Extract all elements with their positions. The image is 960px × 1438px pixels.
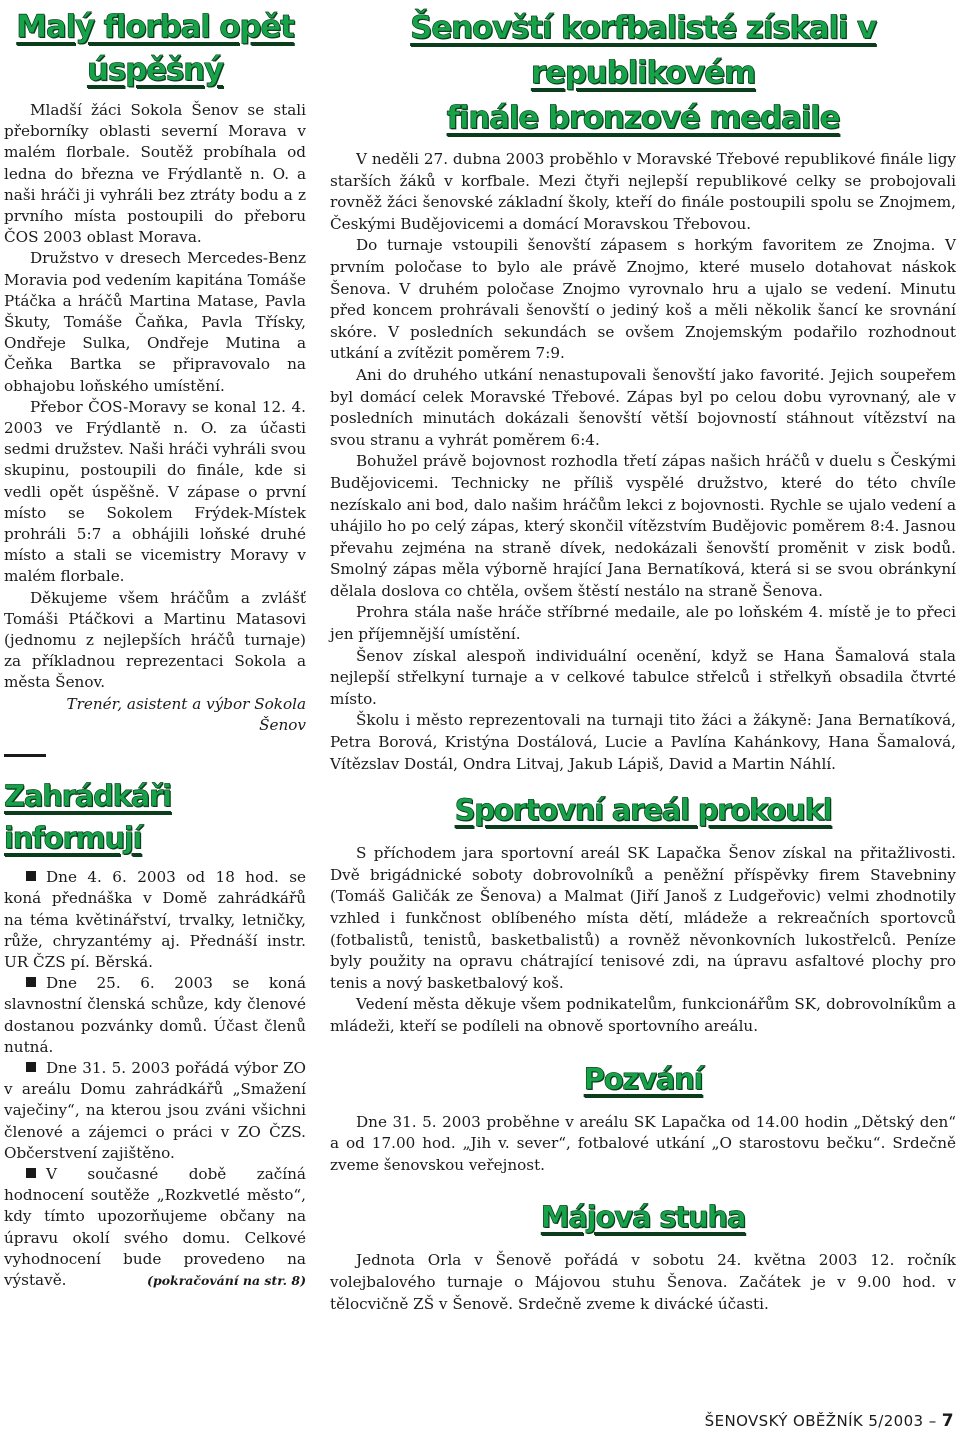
publication-name: ŠENOVSKÝ OBĚŽNÍK 5/2003 [704, 1412, 924, 1430]
florbal-paragraph: Mladší žáci Sokola Šenov se stali přeborníky oblasti severní Morava v malém florbale. Soutěž probíhala od ledna do března ve Frýdlantě n. O. a naši hráči ji vyhráli bez ztráty bodu a z prvního místa postoupili do přeboru ČOS 2003 oblast Morava. [4, 101, 306, 247]
news-item-text: Dne 31. 5. 2003 pořádá výbor ZO v areálu Domu zahrádkářů „Smažení vaječiny“, na kterou jsou zváni všichni členové a zájemci o práci v ZO ČZS. Občerstvení zajištěno. [4, 1058, 306, 1162]
korfbal-paragraph: Prohra stála naše hráče stříbrné medaile, ale po loňském 4. místě je to přeci jen příjemnější umístění. [330, 603, 956, 644]
korfbal-headline-line-1: Šenovští korfbalisté získali v republikovém [410, 10, 876, 91]
news-item [4, 973, 306, 1058]
news-item-text: Dne 25. 6. 2003 se koná slavnostní členská schůze, kdy členové dostanou pozvánky domů. Účast členů nutná. [4, 974, 306, 1056]
areal-paragraph: S příchodem jara sportovní areál SK Lapačka Šenov získal na přitažlivosti. Dvě brigádnické soboty dobrovolníků a peněžní příspěvky firem Stavebniny (Tomáš Galičák ze Šenova) a Malmat (Jiří Janoš z Ludgeřovic) velmi zhodnotily vzhled i funkčnost oblíbeného místa dětí, mládeže a rekreačních sportovců (fotbalistů, tenistů, basketbalistů) a rovněž něvonkovních lukostřelců. Peníze byly použity na opravu chátrající tenisové zdi, na úpravu asfaltové plochy pro tenis a nový basketbalový koš. [330, 844, 956, 992]
page-number: 7 [941, 1411, 954, 1431]
areal-headline [330, 789, 956, 831]
majova-headline-text: Májová stuha [540, 1200, 746, 1235]
news-item-text: Dne 4. 6. 2003 od 18 hod. se koná přednáška v Domě zahrádkářů na téma květinářství, trvalky, letničky, růže, chryzantémy aj. Přednáší instr. UR ČZS pí. Běrská. [4, 868, 306, 971]
korfbal-paragraph: Do turnaje vstoupili šenovští zápasem s horkým favoritem ze Znojma. V prvním poločase to bylo ale právě Znojmo, které muselo dotahovat náskok Šenova. V druhém poločase Znojmo vyrovnalo hru a ujalo se vedení. Minutu před koncem prohrávali šenovští o jediný koš a měli několik šancí ke srovnání skóre. V posledních sekundách se ovšem Znojemským podařilo rozhodnout utkání a zvítězit poměrem 7:9. [330, 236, 956, 363]
florbal-paragraph: Družstvo v dresech Mercedes-Benz Moravia pod vedením kapitána Tomáše Ptáčka a hráčů Martina Matase, Pavla Škuty, Tomáše Čaňka, Pavla Třísky, Ondřeje Sulka, Ondřeje Mutina a Čeňka Bartka se připravovalo na obhajobu loňského umístění. [4, 249, 306, 395]
section-divider [4, 754, 46, 757]
korfbal-headline-line-2: finále bronzové medaile [446, 100, 840, 136]
pozvani-headline-text: Pozvání [583, 1061, 703, 1096]
signature [4, 694, 306, 736]
florbal-headline-line-1: Malý florbal opět [16, 9, 294, 45]
left-column [4, 6, 306, 1288]
korfbal-paragraph: V neděli 27. dubna 2003 proběhlo v Moravské Třebové republikové finále ligy starších žáků v korfbale. Mezi čtyři nejlepší republikové celky se probojovali rovněž žáci šenovské základní školy, kteří do finále postoupili spolu se Znojmem, Českými Budějovicemi a domácí Moravskou Třebovou. [330, 150, 956, 233]
majova-paragraph: Jednota Orla v Šenově pořádá v sobotu 24. května 2003 12. ročník volejbalového turnaje o Májovou stuhu Šenova. Začátek je v 9.00 hod. v tělocvičně ZŠ v Šenově. Srdečně zveme k divácké účasti. [330, 1251, 956, 1313]
florbal-headline [4, 6, 306, 92]
news-item [4, 1164, 306, 1291]
zahradkari-headline [4, 775, 306, 859]
korfbal-paragraph: Šenov získal alespoň individuální ocenění, když se Hana Šamalová stala nejlepší střelkyní turnaje a v celkové tabulce střelců i střelkyň obsadila čtvrté místo. [330, 646, 956, 708]
korfbal-headline [330, 6, 956, 141]
signature-line-2: Šenov [259, 715, 306, 734]
signature-line-1: Trenér, asistent a výbor Sokola [66, 694, 306, 713]
majova-headline [330, 1196, 956, 1238]
zahradkari-headline-text: Zahrádkáři informují [4, 779, 171, 856]
news-item-text: V současné době začíná hodnocení soutěže „Rozkvetlé město“, kdy tímto upozorňujeme občany na úpravu okolí svého domu. Celkové vyhodnocení bude provedeno na výstavě. [4, 1164, 306, 1289]
news-item [4, 867, 306, 973]
right-column [330, 6, 956, 1315]
korfbal-paragraph: Bohužel právě bojovnost rozhodla třetí zápas našich hráčů v duelu s Českými Budějovicemi. Technicky ne příliš vyspělé družstvo, které do této chvíle nezískalo ani bod, dalo našim hráčům lekci z bojovnosti. Rychle se ujalo vedení a uhájilo ho po celý zápas, který skončil vítězstvím Budějovic poměrem 8:4. Jasnou převahu zejména na straně dívek, nedokázali šenovští proměnit v zisk bodů. Smolný zápas měla výborně hrající Jana Bernatíková, která si se svou obránkyní dělala doslova co chtěla, ovšem štěstí nestálo na straně Šenova. [330, 452, 956, 600]
florbal-headline-line-2: úspěšný [86, 52, 224, 88]
florbal-paragraph: Přebor ČOS-Moravy se konal 12. 4. 2003 ve Frýdlantě n. O. za účasti sedmi družstev. Naši hráči vyhráli svou skupinu, postoupili do finále, kde si vedli opět úspěšně. V zápase o první místo se Sokolem Frýdek-Místek prohráli 5:7 a obhájili loňské druhé místo a stali se vicemistry Moravy v malém florbale. [4, 397, 306, 586]
korfbal-paragraph: Ani do druhého utkání nenastupovali šenovští jako favorité. Jejich soupeřem byl domácí celek Moravské Třebové. Zápas byl po celou dobu vyrovnaný, ale v posledních minutách dokázali šenovští větší bojovností stáhnout vítězství na svou stranu a vyhrát poměrem 6:4. [330, 365, 956, 449]
square-bullet-icon [26, 1062, 36, 1072]
areal-headline-text: Sportovní areál prokoukl [454, 793, 832, 828]
footer-dash: – [928, 1412, 937, 1430]
areal-paragraph: Vedení města děkuje všem podnikatelům, funkcionářům SK, dobrovolníkům a mládeži, kteří se podíleli na obnově sportovního areálu. [330, 995, 956, 1035]
pozvani-headline [330, 1058, 956, 1100]
korfbal-paragraph: Školu i město reprezentovali na turnaji tito žáci a žákyně: Jana Bernatíková, Petra Borová, Kristýna Dostálová, Lucie a Pavlína Kahánkovy, Hana Šamalová, Vítězslav Dostál, Ondra Litvaj, Jakub Lápiš, David a Martin Náhlí. [330, 711, 956, 773]
square-bullet-icon [26, 1168, 36, 1178]
florbal-paragraph: Děkujeme všem hráčům a zvlášť Tomáši Ptáčkovi a Martinu Matasovi (jednomu z nejlepších hráčů turnaje) za příkladnou reprezentaci Sokola a města Šenov. [4, 588, 306, 692]
page-footer [705, 1411, 954, 1431]
news-item [4, 1058, 306, 1164]
continued-note: (pokračování na str. 8) [147, 1273, 306, 1289]
square-bullet-icon [26, 871, 36, 881]
square-bullet-icon [26, 977, 36, 987]
pozvani-paragraph: Dne 31. 5. 2003 proběhne v areálu SK Lapačka od 14.00 hodin „Dětský den“ a od 17.00 hod. „Jih v. sever“, fotbalové utkání „O starostovu bečku“. Srdečně zveme šenovskou veřejnost. [330, 1112, 956, 1174]
